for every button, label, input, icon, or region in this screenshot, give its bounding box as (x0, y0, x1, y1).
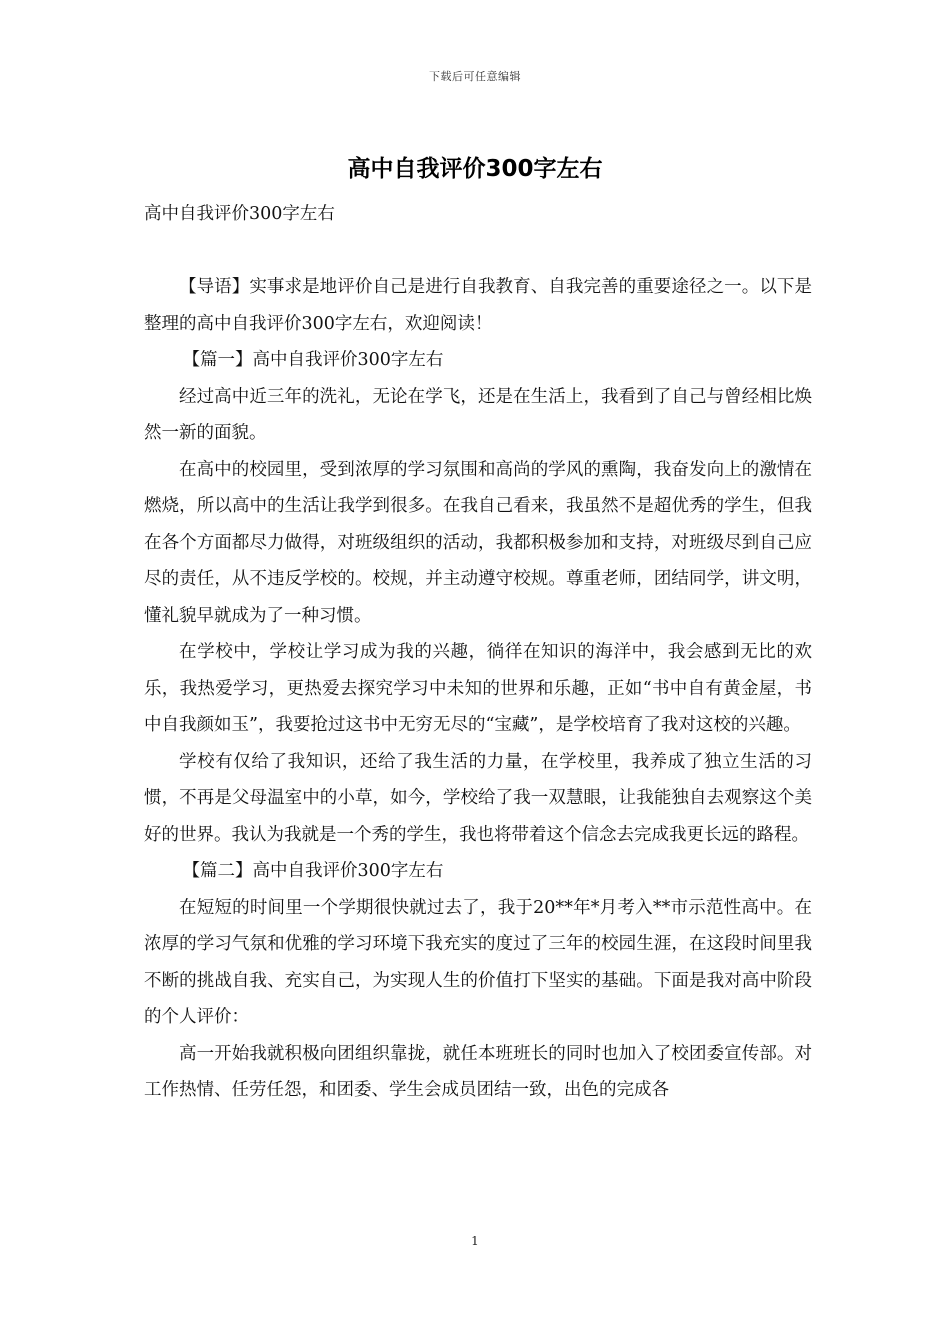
paragraph: 在学校中，学校让学习成为我的兴趣，徜徉在知识的海洋中，我会感到无比的欢乐，我热爱学习，更热爱去探究学习中未知的世界和乐趣，正如“书中自有黄金屋，书中自我颜如玉”，我要抢过这书中无穷无尽的“宝藏”，是学校培育了我对这校的兴趣。 (144, 642, 812, 735)
page-title: 高中自我评价300字左右 (347, 156, 603, 182)
paragraph: 学校有仅给了我知识，还给了我生活的力量，在学校里，我养成了独立生活的习惯，不再是父母温室中的小草，如今，学校给了我一双慧眼，让我能独自去观察这个美好的世界。我认为我就是一个秀的学生，我也将带着这个信念去完成我更长远的路程。 (144, 751, 812, 845)
paragraph: 在短短的时间里一个学期很快就过去了，我于20**年*月考入**市示范性高中。在浓厚的学习气氛和优雅的学习环境下我充实的度过了三年的校园生涯，在这段时间里我不断的挑战自我、充实自己，为实现人生的价值打下坚实的基础。下面是我对高中阶段的个人评价： (144, 897, 812, 1027)
document-subtitle: 高中自我评价300字左右 (144, 204, 335, 224)
paragraph: 经过高中近三年的洗礼，无论在学飞，还是在生活上，我看到了自己与曾经相比焕然一新的面貌。 (144, 386, 812, 443)
section-heading-2: 【篇二】高中自我评价300字左右 (182, 861, 444, 881)
section-heading-1: 【篇一】高中自我评价300字左右 (182, 350, 444, 370)
page-number: 1 (471, 1234, 479, 1248)
paragraph: 高一开始我就积极向团组织靠拢，就任本班班长的同时也加入了校团委宣传部。对工作热情、任劳任怨，和团委、学生会成员团结一致，出色的完成各 (144, 1043, 812, 1100)
paragraph: 在高中的校园里，受到浓厚的学习氛围和高尚的学风的熏陶，我奋发向上的激情在燃烧，所以高中的生活让我学到很多。在我自己看来，我虽然不是超优秀的学生，但我在各个方面都尽力做得，对班级组织的活动，我都积极参加和支持，对班级尽到自己应尽的责任，从不违反学校的。校规，并主动遵守校规。尊重老师，团结同学，讲文明，懂礼貌早就成为了一种习惯。 (144, 459, 812, 626)
intro-paragraph: 【导语】实事求是地评价自己是进行自我教育、自我完善的重要途径之一。以下是整理的高中自我评价300字左右，欢迎阅读！ (144, 277, 812, 334)
document-body (144, 196, 812, 1109)
header-note: 下载后可任意编辑 (429, 70, 521, 83)
